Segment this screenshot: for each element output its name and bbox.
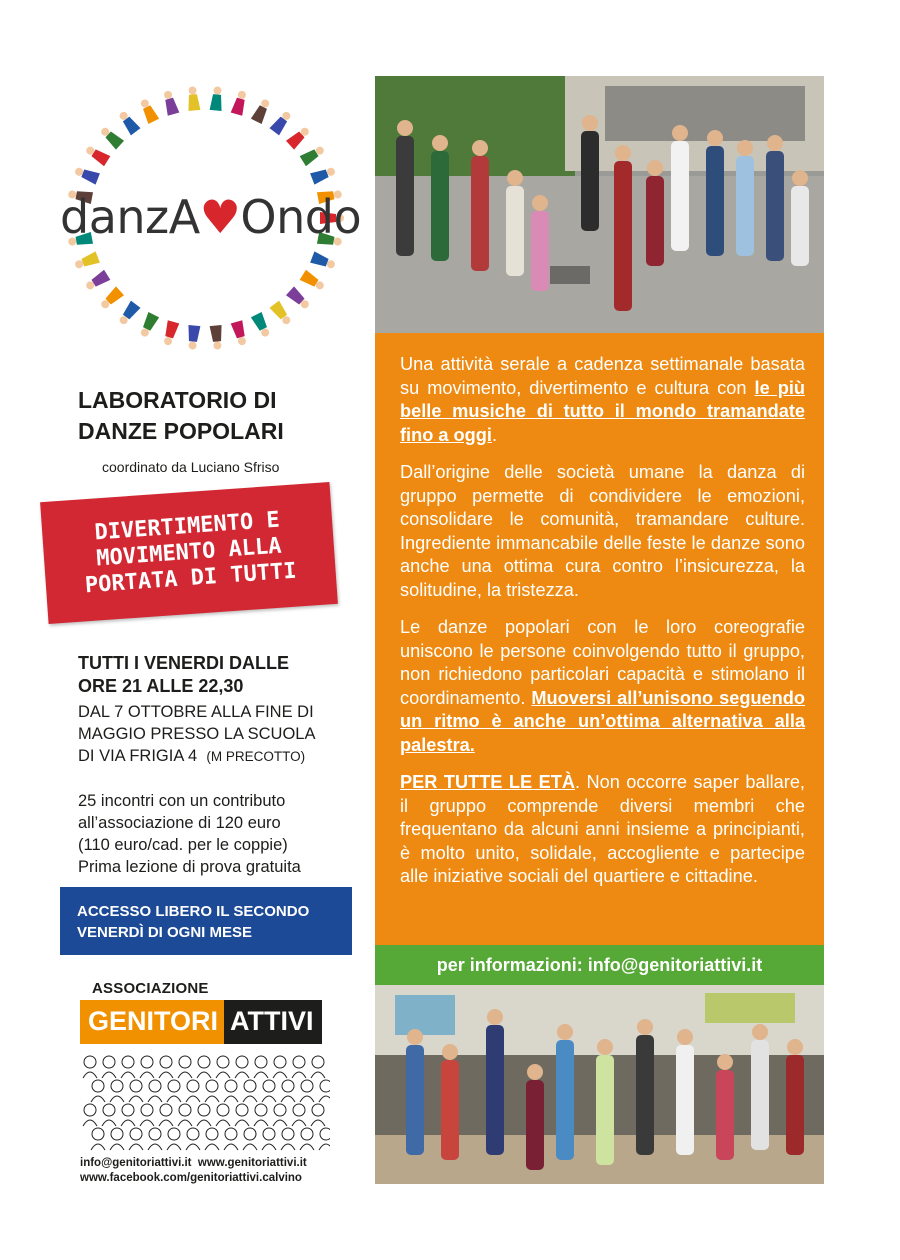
crowd-person [312, 1104, 324, 1116]
crowd-person-body [254, 1072, 268, 1078]
slogan-text: DIVERTIMENTO E MOVIMENTO ALLA PORTATA DI TUTTI [84, 507, 298, 599]
crowd-person [179, 1104, 191, 1116]
description-paragraph: Dall’origine delle società umane la danza di gruppo permette di condividere le emozioni, consolidare le comunità, tramandare culture. Ingrediente immancabile delle feste le danze sono anche una ottima cura contro l’insicurezza, la solitudine, la tristezza. [400, 462, 805, 600]
crowd-person-body [110, 1096, 124, 1102]
association-label: ASSOCIAZIONE [92, 980, 209, 997]
crowd-person [111, 1128, 123, 1140]
crowd-person-body [91, 1096, 105, 1102]
crowd-person-body [235, 1072, 249, 1078]
crowd-person [217, 1104, 229, 1116]
crowd-person [84, 1056, 96, 1068]
logo-wordmark: danzA♥Ondo [60, 190, 362, 244]
crowd-person-body [281, 1096, 295, 1102]
crowd-person-body [243, 1096, 257, 1102]
crowd-person-body [292, 1120, 306, 1126]
crowd-person [160, 1056, 172, 1068]
crowd-person-body [273, 1072, 287, 1078]
crowd-person-body [102, 1120, 116, 1126]
crowd-person-body [186, 1096, 200, 1102]
dancer-figure [98, 286, 124, 311]
crowd-person-body [159, 1072, 173, 1078]
crowd-person [122, 1056, 134, 1068]
crowd-person [168, 1080, 180, 1092]
crowd-person [179, 1056, 191, 1068]
description-paragraph: PER TUTTE LE ETÀ. Non occorre saper ballare, il gruppo comprende diversi membri che frequentano da alcuni anni insieme a principianti, è molto unito, solidale, accogliente e partecipe alle iniziative sociali del quartiere e cittadine. [400, 772, 805, 886]
dancer-figure [116, 109, 140, 135]
dancer-figure [84, 143, 111, 166]
dancer-silhouette [766, 135, 784, 261]
dancer-figure [73, 165, 100, 185]
dancer-figure [251, 97, 272, 124]
crowd-person [141, 1056, 153, 1068]
crowd-person-body [300, 1144, 314, 1150]
crowd-person [84, 1104, 96, 1116]
dancer-figure [310, 165, 337, 185]
crowd-person-body [121, 1120, 135, 1126]
crowd-person [225, 1128, 237, 1140]
crowd-person-body [300, 1096, 314, 1102]
crowd-person-body [311, 1072, 325, 1078]
crowd-person [320, 1080, 330, 1092]
crowd-person-body [319, 1144, 330, 1150]
crowd-person-body [140, 1120, 154, 1126]
dancer-figure [310, 251, 337, 271]
dancer-figure [138, 312, 159, 339]
dancer-silhouette [596, 1039, 614, 1165]
crowd-person [301, 1128, 313, 1140]
dancer-figure [186, 86, 200, 111]
crowd-person-body [224, 1096, 238, 1102]
crowd-person-body [262, 1144, 276, 1150]
crowd-person [111, 1080, 123, 1092]
dancer-figure [98, 125, 124, 150]
contacts [80, 1156, 340, 1186]
crowd-person [206, 1080, 218, 1092]
crowd-person [274, 1056, 286, 1068]
crowd-person-body [205, 1096, 219, 1102]
crowd-person-body [121, 1072, 135, 1078]
price-info: 25 incontri con un contributo all’associazione di 120 euro (110 euro/cad. per le coppie) Prima lezione di prova gratuita [78, 792, 301, 876]
crowd-person-body [91, 1144, 105, 1150]
crowd-person [236, 1056, 248, 1068]
info-bar[interactable]: per informazioni: info@genitoriattivi.it [375, 945, 824, 985]
contact-facebook[interactable]: www.facebook.com/genitoriattivi.calvino [80, 1172, 302, 1184]
dancer-silhouette [441, 1044, 459, 1160]
crowd-person-body [129, 1144, 143, 1150]
crowd-person [206, 1128, 218, 1140]
genitori-attivi-logo: GENITORI ATTIVI [80, 1000, 322, 1044]
crowd-person-body [273, 1120, 287, 1126]
crowd-person-body [216, 1072, 230, 1078]
dancer-silhouette [736, 140, 754, 256]
crowd-person-body [159, 1120, 173, 1126]
dancer-figure [231, 89, 249, 115]
crowd-drawing [80, 1048, 330, 1153]
crowd-person-body [311, 1120, 325, 1126]
dancer-silhouette [706, 130, 724, 256]
dancer-figure [269, 301, 293, 327]
crowd-person [225, 1080, 237, 1092]
dancer-figure [269, 109, 293, 135]
crowd-person [198, 1104, 210, 1116]
dancer-figure [286, 286, 312, 311]
crowd-person [187, 1080, 199, 1092]
free-access-box: ACCESSO LIBERO IL SECONDO VENERDÌ DI OGNI MESE [60, 887, 352, 955]
indoor-dance-photo [375, 985, 824, 1184]
dancer-silhouette [671, 125, 689, 251]
crowd-person-body [129, 1096, 143, 1102]
crowd-person-body [148, 1144, 162, 1150]
contact-email[interactable]: info@genitoriattivi.it [80, 1157, 192, 1169]
dancer-silhouette [396, 120, 414, 256]
crowd-person [149, 1080, 161, 1092]
crowd-person-body [167, 1144, 181, 1150]
description-paragraph: Le danze popolari con le loro coreografie uniscono le persone coinvolgendo tutto il gruppo, non richiedono particolari capacità e stimolano il coordinamento. Muoversi all’unisono seguendo un ritmo è anche un’ottima alternativa alla palestra. [400, 617, 806, 755]
outdoor-dance-photo [375, 76, 824, 333]
crowd-person [320, 1128, 330, 1140]
crowd-person-body [216, 1120, 230, 1126]
crowd-person-body [167, 1096, 181, 1102]
crowd-person [244, 1080, 256, 1092]
crowd-person-body [224, 1144, 238, 1150]
dancer-silhouette [431, 135, 449, 261]
crowd-person [92, 1128, 104, 1140]
crowd-person [187, 1128, 199, 1140]
crowd-person [168, 1128, 180, 1140]
dancer-silhouette [581, 115, 599, 231]
crowd-person [274, 1104, 286, 1116]
schedule-details: DAL 7 OTTOBRE ALLA FINE DI MAGGIO PRESSO LA SCUOLA DI VIA FRIGIA 4 (M PRECOTTO) [78, 703, 316, 765]
crowd-person [141, 1104, 153, 1116]
crowd-person-body [148, 1096, 162, 1102]
dancer-figure [231, 320, 249, 346]
dancer-figure [161, 320, 179, 346]
crowd-person-body [83, 1120, 97, 1126]
crowd-person-body [262, 1096, 276, 1102]
crowd-person-body [235, 1120, 249, 1126]
crowd-person [160, 1104, 172, 1116]
heart-icon: ♥ [199, 190, 241, 244]
dancer-silhouette [471, 140, 489, 271]
crowd-person [130, 1128, 142, 1140]
dancer-figure [84, 270, 111, 293]
dancer-silhouette [751, 1024, 769, 1150]
description-paragraph: Una attività serale a cadenza settimanale basata su movimento, divertimento e cultura con le più belle musiche di tutto il mondo tramandate fino a oggi. [400, 354, 805, 445]
dancer-figure [300, 143, 327, 166]
crowd-person-body [281, 1144, 295, 1150]
crowd-person [244, 1128, 256, 1140]
slogan-banner [40, 482, 338, 624]
crowd-person-body [243, 1144, 257, 1150]
crowd-person-body [110, 1144, 124, 1150]
crowd-person [255, 1056, 267, 1068]
crowd-person [312, 1056, 324, 1068]
crowd-person [236, 1104, 248, 1116]
dancer-silhouette [556, 1024, 574, 1160]
crowd-person-body [186, 1144, 200, 1150]
danzamondo-logo [60, 78, 362, 358]
dancer-figure [286, 125, 312, 150]
dancer-figure [251, 312, 272, 339]
page-title: LABORATORIO DI DANZE POPOLARI [78, 387, 284, 444]
dancer-figure [300, 270, 327, 293]
dancer-figure [186, 325, 200, 350]
crowd-person-body [197, 1120, 211, 1126]
crowd-person-body [319, 1096, 330, 1102]
crowd-person [149, 1128, 161, 1140]
contact-website[interactable]: www.genitoriattivi.it [197, 1157, 307, 1169]
crowd-person-body [102, 1072, 116, 1078]
dancer-figure [138, 97, 159, 124]
crowd-person-body [205, 1144, 219, 1150]
crowd-person [293, 1056, 305, 1068]
dancer-silhouette [486, 1009, 504, 1155]
crowd-person-body [83, 1072, 97, 1078]
dancer-silhouette [614, 145, 632, 311]
coordinator-text: coordinato da Luciano Sfriso [102, 459, 280, 475]
dancer-figure [210, 325, 224, 350]
dancer-silhouette [786, 1039, 804, 1155]
schedule-days: TUTTI I VENERDI DALLE ORE 21 ALLE 22,30 [78, 653, 289, 696]
crowd-person-body [197, 1072, 211, 1078]
dancer-figure [210, 86, 224, 111]
crowd-person [130, 1080, 142, 1092]
crowd-person-body [178, 1072, 192, 1078]
crowd-person-body [178, 1120, 192, 1126]
crowd-person [92, 1080, 104, 1092]
crowd-person [255, 1104, 267, 1116]
crowd-person [282, 1080, 294, 1092]
crowd-person [263, 1128, 275, 1140]
crowd-person [217, 1056, 229, 1068]
crowd-person [282, 1128, 294, 1140]
description-panel [375, 333, 824, 945]
crowd-person-body [140, 1072, 154, 1078]
crowd-person [103, 1056, 115, 1068]
dancer-silhouette [636, 1019, 654, 1155]
crowd-person [263, 1080, 275, 1092]
crowd-person [301, 1080, 313, 1092]
crowd-person-body [292, 1072, 306, 1078]
crowd-person [122, 1104, 134, 1116]
dancer-silhouette [676, 1029, 694, 1155]
dancer-figure [161, 89, 179, 115]
crowd-person-body [254, 1120, 268, 1126]
crowd-person [103, 1104, 115, 1116]
dancer-figure [116, 301, 140, 327]
crowd-person [293, 1104, 305, 1116]
dancer-figure [73, 251, 100, 271]
crowd-person [198, 1056, 210, 1068]
dancer-silhouette [406, 1029, 424, 1155]
